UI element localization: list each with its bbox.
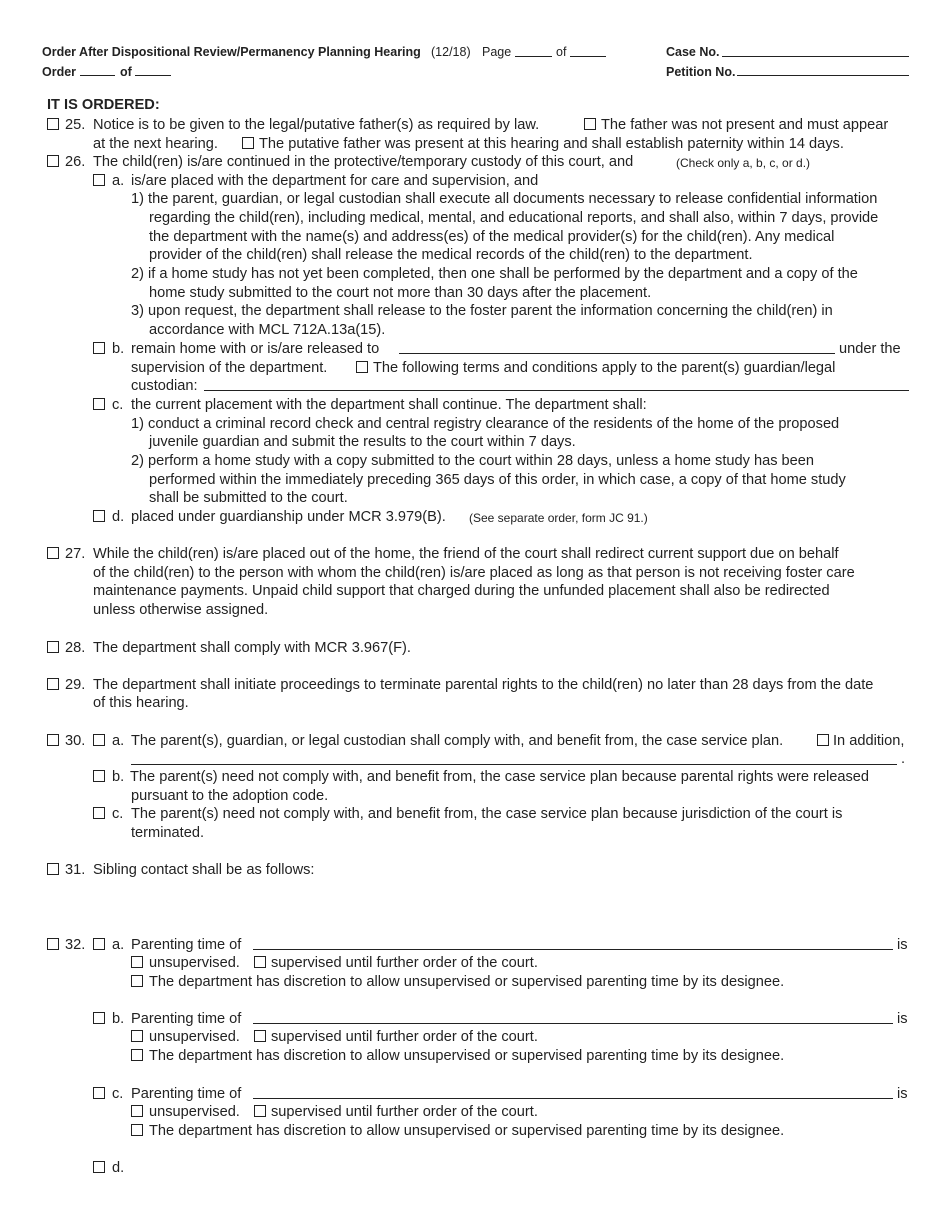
ordered-heading: IT IS ORDERED:	[47, 97, 160, 113]
item-32d-letter: d.	[112, 1160, 125, 1176]
item-26c-1-line1: 1) conduct a criminal record check and central registry clearance of the residents of the home of the proposed	[131, 416, 840, 432]
order-label: Order	[42, 65, 77, 79]
item-26d-note: (See separate order, form JC 91.)	[469, 511, 648, 525]
item-26c-2-line2: performed within the immediately preceding 365 days of this order, in which case, a copy of that home study	[149, 472, 846, 488]
item-26-note: (Check only a, b, c, or d.)	[676, 156, 811, 170]
item-32a-letter: a.	[112, 937, 125, 953]
item-32b-parenting-label: Parenting time of	[131, 1011, 242, 1027]
item-32b-unsupervised-checkbox[interactable]	[131, 1030, 143, 1042]
in-addition-label: In addition,	[833, 733, 905, 749]
item-26a-1-line4: provider of the child(ren) shall release the medical records of the child(ren) to the department.	[149, 247, 753, 263]
item-32b-discretion-checkbox[interactable]	[131, 1049, 143, 1061]
item-26d-text: placed under guardianship under MCR 3.979(B).	[131, 509, 446, 525]
item-26c-text: the current placement with the department shall continue. The department shall:	[131, 397, 647, 413]
item-30c-line2: terminated.	[131, 825, 205, 841]
item-30c-letter: c.	[112, 806, 124, 822]
item-25-text-cont: at the next hearing.	[93, 136, 218, 152]
item-27-number: 27.	[65, 546, 86, 562]
item-32b-is-label: is	[897, 1011, 908, 1027]
item-32a-supervised-checkbox[interactable]	[254, 956, 266, 968]
item-30b-line2: pursuant to the adoption code.	[131, 788, 329, 804]
page-total-field[interactable]	[570, 56, 606, 57]
item-27-line1: While the child(ren) is/are placed out of the home, the friend of the court shall redirect current support due on behalf	[93, 546, 839, 562]
item-32b-letter: b.	[112, 1011, 125, 1027]
item-26a-checkbox[interactable]	[93, 174, 105, 186]
item-32a-discretion-label: The department has discretion to allow unsupervised or supervised parenting time by its designee.	[149, 974, 785, 990]
item-32a-discretion-checkbox[interactable]	[131, 975, 143, 987]
item-32a-parenting-field[interactable]	[253, 949, 893, 950]
item-30b-line1: The parent(s) need not comply with, and benefit from, the case service plan because parental rights were released	[130, 769, 870, 785]
page-label: Page	[482, 45, 512, 59]
item-26a-3-line1: 3) upon request, the department shall release to the foster parent the information concerning the child(ren) in	[131, 303, 833, 319]
item-30c-line1: The parent(s) need not comply with, and benefit from, the case service plan because jurisdiction of the court is	[131, 806, 843, 822]
item-27-line2: of the child(ren) to the person with whom the child(ren) is/are placed as long as that person is not receiving foster care	[93, 565, 855, 581]
item-32b-discretion-label: The department has discretion to allow unsupervised or supervised parenting time by its designee.	[149, 1048, 785, 1064]
item-26a-text: is/are placed with the department for care and supervision, and	[131, 173, 539, 189]
item-32a-unsupervised-label: unsupervised.	[149, 955, 240, 971]
item-32c-parenting-field[interactable]	[253, 1098, 893, 1099]
father-not-present-checkbox[interactable]	[584, 118, 596, 130]
item-26a-2-line1: 2) if a home study has not yet been completed, then one shall be performed by the department and a copy of the	[131, 266, 858, 282]
item-32a-supervised-label: supervised until further order of the court.	[271, 955, 538, 971]
item-32b-unsupervised-label: unsupervised.	[149, 1029, 240, 1045]
father-not-present-label: The father was not present and must appear	[601, 117, 889, 133]
item-32c-letter: c.	[112, 1086, 124, 1102]
item-32b-supervised-checkbox[interactable]	[254, 1030, 266, 1042]
item-32d-checkbox[interactable]	[93, 1161, 105, 1173]
item-32c-unsupervised-checkbox[interactable]	[131, 1105, 143, 1117]
putative-father-checkbox[interactable]	[242, 137, 254, 149]
in-addition-checkbox[interactable]	[817, 734, 829, 746]
item-28-checkbox[interactable]	[47, 641, 59, 653]
item-32c-supervised-checkbox[interactable]	[254, 1105, 266, 1117]
item-26c-2-line1: 2) perform a home study with a copy submitted to the court within 28 days, unless a home study has been	[131, 453, 815, 469]
case-no-field[interactable]	[722, 56, 909, 57]
page-number-field[interactable]	[515, 56, 552, 57]
item-30a-checkbox[interactable]	[93, 734, 105, 746]
item-26c-checkbox[interactable]	[93, 398, 105, 410]
page-of-label: of	[556, 45, 567, 59]
form-revision: (12/18)	[431, 45, 471, 59]
item-32c-checkbox[interactable]	[93, 1087, 105, 1099]
petition-no-label: Petition No.	[666, 65, 736, 79]
item-30b-letter: b.	[112, 769, 125, 785]
item-27-line4: unless otherwise assigned.	[93, 602, 269, 618]
item-26c-1-line2: juvenile guardian and submit the results to the court within 7 days.	[149, 434, 576, 450]
item-29-line2: of this hearing.	[93, 695, 189, 711]
item-32b-supervised-label: supervised until further order of the court.	[271, 1029, 538, 1045]
item-26a-1-line3: the department with the name(s) and address(es) of the medical provider(s) for the child(ren). Any medical	[149, 229, 835, 245]
item-26b-text-cont: supervision of the department.	[131, 360, 328, 376]
item-26b-letter: b.	[112, 341, 125, 357]
item-32c-discretion-label: The department has discretion to allow unsupervised or supervised parenting time by its designee.	[149, 1123, 785, 1139]
item-32c-parenting-label: Parenting time of	[131, 1086, 242, 1102]
item-31-checkbox[interactable]	[47, 863, 59, 875]
item-30a-letter: a.	[112, 733, 125, 749]
item-26a-letter: a.	[112, 173, 125, 189]
item-27-checkbox[interactable]	[47, 547, 59, 559]
item-32c-supervised-label: supervised until further order of the court.	[271, 1104, 538, 1120]
item-30c-checkbox[interactable]	[93, 807, 105, 819]
item-25-text: Notice is to be given to the legal/putative father(s) as required by law.	[93, 117, 540, 133]
in-addition-field[interactable]	[131, 764, 897, 765]
item-26b-text: remain home with or is/are released to	[131, 341, 380, 357]
item-32a-parenting-label: Parenting time of	[131, 937, 242, 953]
item-32-number: 32.	[65, 937, 86, 953]
item-30-number: 30.	[65, 733, 86, 749]
terms-conditions-label: The following terms and conditions apply to the parent(s) guardian/legal	[373, 360, 836, 376]
item-26c-2-line3: shall be submitted to the court.	[149, 490, 348, 506]
item-26d-letter: d.	[112, 509, 125, 525]
order-number-field[interactable]	[80, 75, 115, 76]
item-26d-checkbox[interactable]	[93, 510, 105, 522]
item-32a-unsupervised-checkbox[interactable]	[131, 956, 143, 968]
case-no-label: Case No.	[666, 45, 720, 59]
in-addition-period: .	[901, 751, 906, 767]
item-32-checkbox[interactable]	[47, 938, 59, 950]
item-26b-under: under the	[839, 341, 901, 357]
item-26c-letter: c.	[112, 397, 124, 413]
item-26-number: 26.	[65, 154, 86, 170]
item-30-checkbox[interactable]	[47, 734, 59, 746]
item-32b-checkbox[interactable]	[93, 1012, 105, 1024]
item-30a-text: The parent(s), guardian, or legal custodian shall comply with, and benefit from, the case service plan.	[131, 733, 784, 749]
item-32c-is-label: is	[897, 1086, 908, 1102]
item-26a-1-line2: regarding the child(ren), including medical, mental, and educational reports, and shall also, within 7 days, provide	[149, 210, 879, 226]
item-25-number: 25.	[65, 117, 86, 133]
order-of-label: of	[120, 65, 132, 79]
item-26a-3-line2: accordance with MCL 712A.13a(15).	[149, 322, 386, 338]
item-32c-discretion-checkbox[interactable]	[131, 1124, 143, 1136]
item-30b-checkbox[interactable]	[93, 770, 105, 782]
item-28-text: The department shall comply with MCR 3.967(F).	[93, 640, 411, 656]
item-31-text: Sibling contact shall be as follows:	[93, 862, 315, 878]
item-26b-checkbox[interactable]	[93, 342, 105, 354]
released-to-field[interactable]	[399, 353, 835, 354]
item-28-number: 28.	[65, 640, 86, 656]
petition-no-field[interactable]	[737, 75, 909, 76]
item-27-line3: maintenance payments. Unpaid child support that charged during the unfunded placement shall also be redirected	[93, 583, 830, 599]
item-29-checkbox[interactable]	[47, 678, 59, 690]
item-29-line1: The department shall initiate proceedings to terminate parental rights to the child(ren) no later than 28 days from the date	[93, 677, 874, 693]
item-26-checkbox[interactable]	[47, 155, 59, 167]
item-25-checkbox[interactable]	[47, 118, 59, 130]
item-26-text: The child(ren) is/are continued in the protective/temporary custody of this court, and	[93, 154, 634, 170]
item-32a-checkbox[interactable]	[93, 938, 105, 950]
item-32b-parenting-field[interactable]	[253, 1023, 893, 1024]
item-32c-unsupervised-label: unsupervised.	[149, 1104, 240, 1120]
terms-conditions-checkbox[interactable]	[356, 361, 368, 373]
custodian-label: custodian:	[131, 378, 198, 394]
item-32a-is-label: is	[897, 937, 908, 953]
form-title: Order After Dispositional Review/Permanency Planning Hearing	[42, 45, 421, 59]
item-26a-1-line1: 1) the parent, guardian, or legal custodian shall execute all documents necessary to release confidential information	[131, 191, 878, 207]
custodian-terms-field[interactable]	[204, 390, 909, 391]
putative-father-label: The putative father was present at this hearing and shall establish paternity within 14 days.	[259, 136, 844, 152]
item-26a-2-line2: home study submitted to the court not more than 30 days after the placement.	[149, 285, 652, 301]
item-31-number: 31.	[65, 862, 86, 878]
item-29-number: 29.	[65, 677, 86, 693]
order-total-field[interactable]	[135, 75, 171, 76]
